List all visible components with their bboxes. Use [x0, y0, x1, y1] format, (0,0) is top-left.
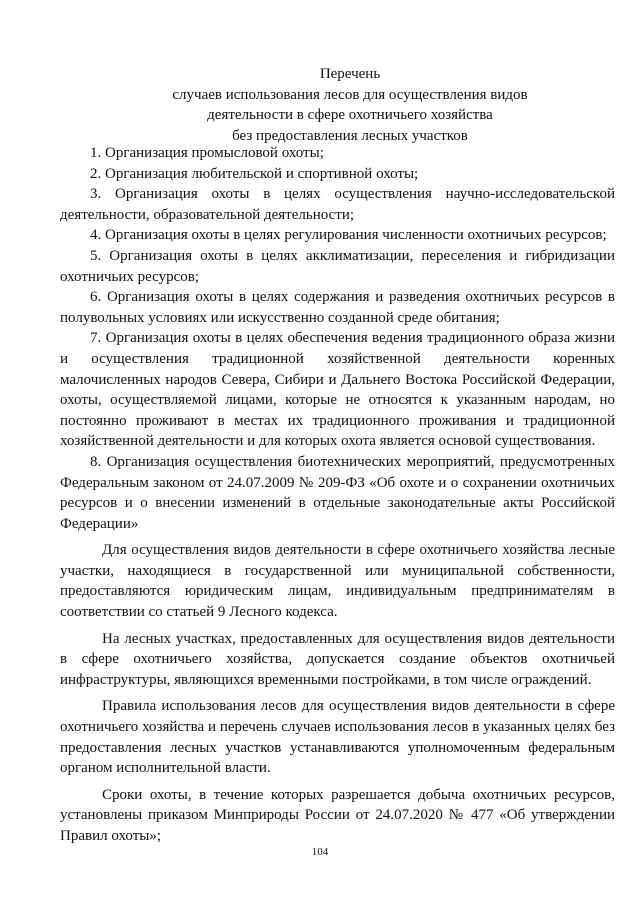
paragraph-hunting-periods: Сроки охоты, в течение которых разрешается добыча охотничьих ресурсов, установлены приказом Минприроды России от 24.07.2020 № 477 «Об утверждении Правил охоты»;	[60, 786, 615, 844]
list-item-7: 7. Организация охоты в целях обеспечения ведения традиционного образа жизни и осуществления традиционной хозяйственной деятельности коренных малочисленных народов Севера, Сибири и Дальнего Востока Российской Федерации, охоты, осуществляемой лицами, которые не относятся к указанным народам, но постоянно проживают в местах их традиционного проживания и традиционной хозяйственной деятельности и для которых охота является основой существования.	[60, 330, 615, 450]
list-item-2: 2. Организация любительской и спортивной охоты;	[90, 165, 419, 182]
paragraph-lease: Для осуществления видов деятельности в сфере охотничьего хозяйства лесные участки, находящиеся в государственной или муниципальной собственности, предоставляются юридическим лицам, индивидуальным предпринимателям в соответствии со статьей 9 Лесного кодекса.	[60, 542, 615, 621]
heading-line: Перечень	[319, 66, 381, 82]
document-heading	[80, 64, 620, 146]
list-item-3: 3. Организация охоты в целях осуществления научно-исследовательской деятельности, образовательной деятельности;	[60, 186, 615, 223]
heading-line: случаев использования лесов для осуществления видов	[172, 86, 528, 103]
paragraph-infrastructure: На лесных участках, предоставленных для осуществления видов деятельности в сфере охотничьего хозяйства, допускается создание объектов охотничьей инфраструктуры, являющихся временными постройками, в том числе ограждений.	[60, 630, 615, 688]
document-body	[60, 143, 615, 847]
list-item-8: 8. Организация осуществления биотехнических мероприятий, предусмотренных Федеральным законом от 24.07.2009 № 209-ФЗ «Об охоте и о сохранении охотничьих ресурсов и о внесении изменений в отдельные законодательные акты Российской Федерации»	[60, 453, 615, 532]
list-item-6: 6. Организация охоты в целях содержания и разведения охотничьих ресурсов в полувольных условиях или искусственно созданной среде обитания;	[60, 289, 615, 326]
list-item-4: 4. Организация охоты в целях регулирования численности охотничьих ресурсов;	[90, 227, 607, 244]
heading-line: деятельности в сфере охотничьего хозяйства	[207, 107, 493, 123]
list-item-1: 1. Организация промысловой охоты;	[90, 145, 324, 161]
list-item-5: 5. Организация охоты в целях акклиматизации, переселения и гибридизации охотничьих ресурсов;	[60, 247, 615, 285]
heading-line: без предоставления лесных участков	[232, 127, 468, 144]
paragraph-rules: Правила использования лесов для осуществления видов деятельности в сфере охотничьего хозяйства и перечень случаев использования лесов в указанных целях без предоставления лесных участков устанавливаются уполномоченным федеральным органом исполнительной власти.	[60, 698, 615, 777]
page-number: 104	[311, 846, 329, 858]
